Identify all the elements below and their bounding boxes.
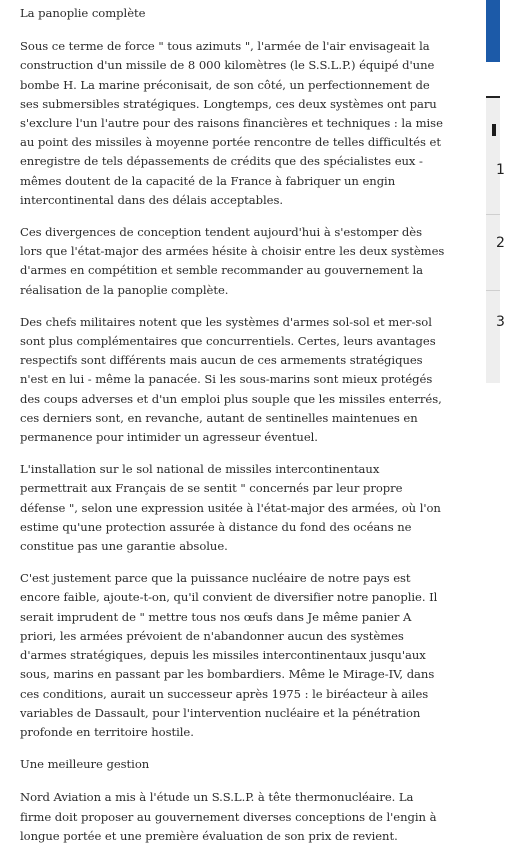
list-separator <box>486 214 500 215</box>
list-number-2[interactable]: 2 <box>496 235 505 251</box>
list-number-3[interactable]: 3 <box>496 314 505 330</box>
sidebar-banner[interactable] <box>486 0 500 62</box>
paragraph: C'est justement parce que la puissance nucléaire de notre pays est encore faible, ajoute-t-on, qu'il convient de diversifier notre panoplie. Il serait imprudent de " mettre tous nos œufs dans Je même panier A priori, les armées prévoient de n'abandonner aucun des systèmes d'armes stratégiques, depuis les missiles intercontinentaux jusqu'aux sous, marins en passant par les bombardiers. Même le Mirage-IV, dans ces conditions, aurait un successeur après 1975 : le biréacteur à ailes variables de Dassault, pour l'intervention nucléaire et la pénétration profonde en territoire hostile. <box>20 571 438 739</box>
sidebar <box>478 0 505 725</box>
paragraph: Sous ce terme de force " tous azimuts ", l'armée de l'air envisageait la construction d'un missile de 8 000 kilomètres (le S.S.L.P.) équipé d'une bombe H. La marine préconisait, de son côté, un perfectionnement de ses submersibles stratégiques. Longtemps, ces deux systèmes ont paru s'exclure l'un l'autre pour des raisons financières et techniques : la mise au point des missiles à moyenne portée rencontre de telles difficultés et enregistre de tels dépassements de crédits que des spécialistes eux - mêmes doutent de la capacité de la France à fabriquer un engin intercontinental dans des délais acceptables. <box>20 39 443 207</box>
section-heading-panoplie: La panoplie complète <box>20 6 146 20</box>
section-heading-gestion: Une meilleure gestion <box>20 757 150 772</box>
paragraph: Des chefs militaires notent que les systèmes d'armes sol-sol et mer-sol sont plus complémentaires que concurrentiels. Certes, leurs avantages respectifs sont différents mais aucun de ces armements stratégiques n'est en lui - même la panacée. Si les sous-marins sont mieux protégés des coups adverses et d'un emploi plus souple que les missiles enterrés, ces derniers sont, en revanche, autant de sentinelles maintenues en permanence pour intimider un agresseur éventuel. <box>20 314 442 445</box>
list-separator <box>486 290 500 291</box>
article-body <box>20 4 446 859</box>
paragraph: L'installation sur le sol national de missiles intercontinentaux permettrait aux Français de se sentit " concernés par leur propre défense ", selon une expression usitée à l'état-major des armées, où l'on estime qu'une protection assurée à distance du fond des océans ne constitue pas une garantie absolue. <box>20 462 441 554</box>
paragraph: Nord Aviation a mis à l'étude un S.S.L.P. à tête thermonucléaire. La firme doit proposer au gouvernement diverses conceptions de l'engin à longue portée et une première évaluation de son prix de revient. <box>20 790 437 843</box>
list-number-1[interactable]: 1 <box>496 162 505 178</box>
paragraph: Ces divergences de conception tendent aujourd'hui à s'estomper dès lors que l'état-major des armées hésite à choisir entre les deux systèmes d'armes en compétition et semble recommander au gouvernement la réalisation de la panoplie complète. <box>20 225 445 297</box>
panel-title-marker <box>492 124 496 136</box>
